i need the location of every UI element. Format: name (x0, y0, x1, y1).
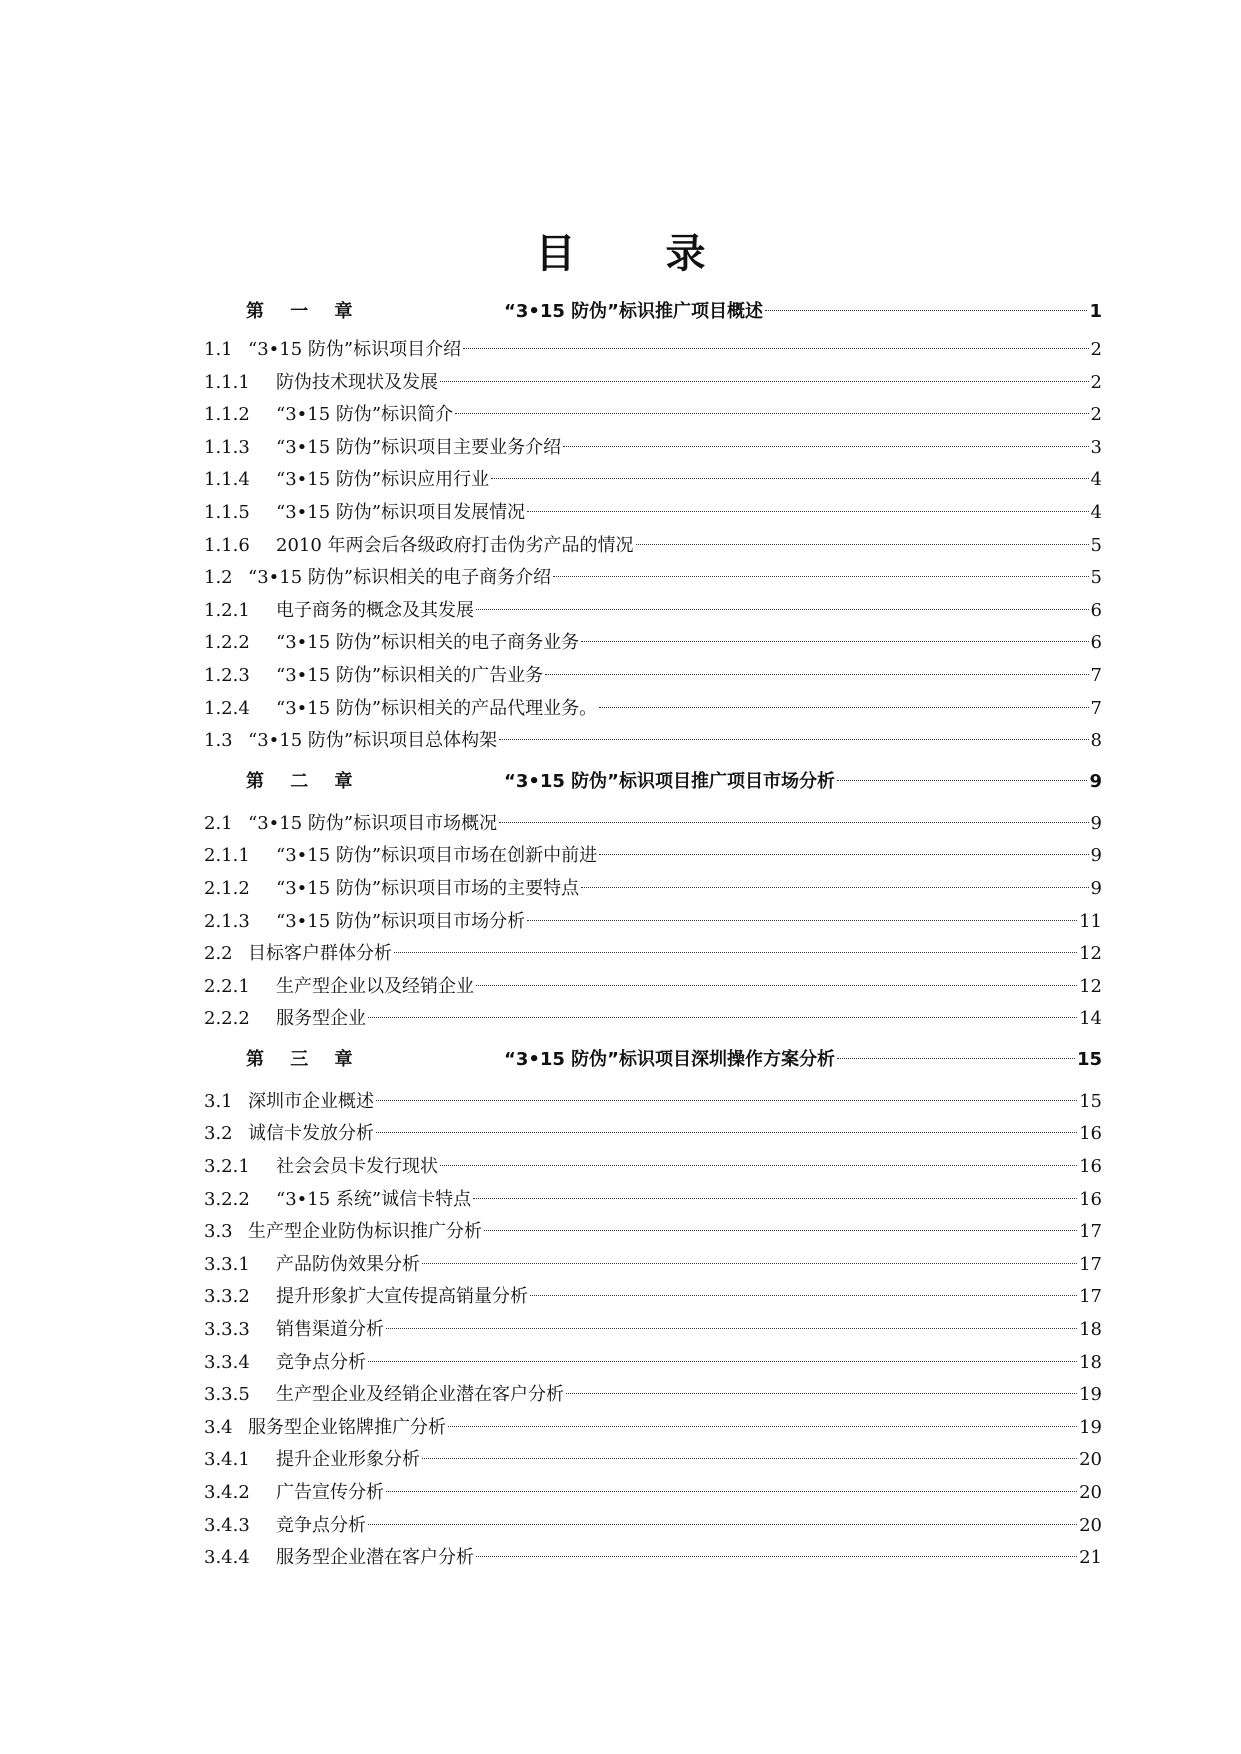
section-title: 社会会员卡发行现状 (276, 1156, 438, 1178)
section-page-number: 19 (1079, 1416, 1102, 1438)
dot-leader (476, 1556, 1077, 1557)
section-number: 2.2.2 (204, 1008, 250, 1030)
section-title: 生产型企业以及经销企业 (276, 975, 474, 997)
chapter-page-number: 1 (1089, 301, 1102, 322)
dot-leader (368, 1361, 1077, 1362)
dot-leader (581, 641, 1088, 642)
dot-leader (422, 1458, 1077, 1459)
section-title: “3•15 系统”诚信卡特点 (276, 1188, 472, 1210)
toc-entry-row[interactable] (204, 1314, 1102, 1347)
section-page-number: 17 (1079, 1286, 1102, 1308)
toc-entry-row[interactable] (204, 1281, 1102, 1314)
toc-entry-row[interactable] (204, 432, 1102, 465)
dot-leader (386, 1491, 1077, 1492)
toc-entry-row[interactable] (204, 693, 1102, 726)
toc-entry-row[interactable] (204, 873, 1102, 906)
section-title: 防伪技术现状及发展 (276, 371, 438, 393)
section-title: 深圳市企业概述 (248, 1090, 374, 1112)
toc-entry-row[interactable] (204, 906, 1102, 939)
section-page-number: 6 (1090, 599, 1102, 621)
dot-leader (636, 544, 1089, 545)
section-number: 1.2.3 (204, 664, 250, 686)
section-number: 3.3.4 (204, 1351, 250, 1373)
toc-entry-row[interactable] (204, 660, 1102, 693)
section-title: “3•15 防伪”标识简介 (276, 404, 454, 426)
dot-leader (499, 739, 1088, 740)
dot-leader (566, 1393, 1077, 1394)
section-number: 2.1 (204, 812, 233, 834)
toc-entry-row[interactable] (204, 1184, 1102, 1217)
chapter-label: 第 一 章 (246, 301, 363, 322)
section-title: “3•15 防伪”标识项目总体构架 (248, 730, 498, 752)
dot-leader (476, 985, 1077, 986)
section-title: 销售渠道分析 (276, 1319, 384, 1341)
section-page-number: 2 (1090, 371, 1102, 393)
section-page-number: 20 (1079, 1449, 1102, 1471)
section-page-number: 18 (1079, 1351, 1102, 1373)
toc-entry-row[interactable] (204, 1086, 1102, 1119)
dot-leader (386, 1328, 1077, 1329)
toc-entry-row[interactable] (204, 1249, 1102, 1282)
section-title: 竞争点分析 (276, 1351, 366, 1373)
table-of-contents (204, 290, 1102, 1575)
dot-leader (440, 381, 1089, 382)
section-page-number: 19 (1079, 1384, 1102, 1406)
section-page-number: 7 (1090, 664, 1102, 686)
toc-entry-row[interactable] (204, 1151, 1102, 1184)
section-title: 服务型企业 (276, 1008, 366, 1030)
section-page-number: 3 (1090, 436, 1102, 458)
section-page-number: 17 (1079, 1221, 1102, 1243)
section-number: 1.1 (204, 339, 233, 360)
dot-leader (491, 478, 1088, 479)
section-number: 3.1 (204, 1090, 233, 1112)
dot-leader (599, 707, 1088, 708)
section-number: 3.4.1 (204, 1449, 250, 1471)
section-page-number: 4 (1090, 501, 1102, 523)
section-number: 3.3.5 (204, 1384, 250, 1406)
dot-leader (476, 609, 1089, 610)
dot-leader (545, 674, 1088, 675)
section-title: “3•15 防伪”标识项目市场在创新中前进 (276, 845, 598, 867)
section-page-number: 9 (1090, 877, 1102, 899)
section-page-number: 17 (1079, 1253, 1102, 1275)
section-number: 3.2 (204, 1123, 233, 1145)
toc-entry-row[interactable] (204, 497, 1102, 530)
section-title: “3•15 防伪”标识应用行业 (276, 469, 490, 491)
section-page-number: 6 (1090, 632, 1102, 654)
section-page-number: 12 (1079, 975, 1102, 997)
section-title: “3•15 防伪”标识项目发展情况 (276, 501, 526, 523)
section-title: “3•15 防伪”标识项目市场的主要特点 (276, 877, 580, 899)
dot-leader (473, 1198, 1077, 1199)
toc-chapter-row[interactable] (204, 760, 1102, 804)
section-page-number: 7 (1090, 697, 1102, 719)
toc-entry-row[interactable] (204, 1477, 1102, 1510)
section-title: 电子商务的概念及其发展 (276, 599, 474, 621)
toc-entry-row[interactable] (204, 334, 1102, 367)
dot-leader (394, 952, 1077, 953)
toc-entry-row[interactable] (204, 562, 1102, 595)
chapter-title: “3•15 防伪”标识推广项目概述 (504, 301, 764, 322)
toc-entry-row[interactable] (204, 1216, 1102, 1249)
section-page-number: 12 (1079, 943, 1102, 965)
section-title: 广告宣传分析 (276, 1482, 384, 1503)
section-number: 3.4.3 (204, 1514, 250, 1536)
section-page-number: 11 (1079, 910, 1102, 932)
section-number: 1.1.2 (204, 404, 250, 426)
chapter-page-number: 9 (1089, 770, 1102, 792)
section-page-number: 20 (1079, 1482, 1102, 1503)
dot-leader (837, 1058, 1075, 1059)
dot-leader (484, 1230, 1077, 1231)
dot-leader (455, 413, 1088, 414)
dot-leader (440, 1165, 1077, 1166)
section-page-number: 9 (1090, 812, 1102, 834)
dot-leader (530, 1295, 1077, 1296)
section-number: 1.2 (204, 567, 233, 589)
section-title: 生产型企业防伪标识推广分析 (248, 1221, 482, 1243)
section-title: “3•15 防伪”标识相关的电子商务介绍 (248, 567, 552, 589)
toc-entry-row[interactable] (204, 1379, 1102, 1412)
section-number: 3.2.1 (204, 1156, 250, 1178)
section-number: 2.1.3 (204, 910, 250, 932)
toc-entry-row[interactable] (204, 1542, 1102, 1575)
chapter-title: “3•15 防伪”标识项目推广项目市场分析 (504, 770, 836, 792)
section-number: 3.3 (204, 1221, 233, 1243)
toc-entry-row[interactable] (204, 808, 1102, 841)
section-number: 2.1.1 (204, 845, 250, 867)
dot-leader (463, 348, 1088, 349)
toc-chapter-row[interactable] (204, 290, 1102, 334)
section-title: 产品防伪效果分析 (276, 1253, 420, 1275)
chapter-label: 第 二 章 (246, 770, 363, 792)
dot-leader (368, 1524, 1077, 1525)
toc-entry-row[interactable] (204, 1510, 1102, 1543)
section-number: 3.4.4 (204, 1547, 250, 1569)
section-page-number: 16 (1079, 1123, 1102, 1145)
section-number: 2.2 (204, 943, 233, 965)
section-page-number: 15 (1079, 1090, 1102, 1112)
chapter-label: 第 三 章 (246, 1048, 363, 1070)
section-page-number: 2 (1090, 404, 1102, 426)
section-number: 3.3.2 (204, 1286, 250, 1308)
section-page-number: 16 (1079, 1188, 1102, 1210)
dot-leader (376, 1132, 1077, 1133)
section-title: 目标客户群体分析 (248, 943, 392, 965)
toc-entry-row[interactable] (204, 938, 1102, 971)
toc-entry-row[interactable] (204, 464, 1102, 497)
section-page-number: 9 (1090, 845, 1102, 867)
chapter-title: “3•15 防伪”标识项目深圳操作方案分析 (504, 1048, 836, 1070)
section-page-number: 4 (1090, 469, 1102, 491)
section-title: “3•15 防伪”标识相关的产品代理业务。 (276, 697, 598, 719)
section-number: 1.2.4 (204, 697, 250, 719)
toc-entry-row[interactable] (204, 725, 1102, 758)
dot-leader (765, 310, 1087, 311)
section-page-number: 5 (1090, 567, 1102, 589)
toc-entry-row[interactable] (204, 971, 1102, 1004)
section-number: 1.1.3 (204, 436, 250, 458)
chapter-title-line (504, 290, 1102, 334)
dot-leader (553, 576, 1088, 577)
toc-entry-row[interactable] (204, 1003, 1102, 1036)
section-number: 2.1.2 (204, 877, 250, 899)
dot-leader (376, 1100, 1077, 1101)
section-title: 服务型企业潜在客户分析 (276, 1547, 474, 1569)
section-page-number: 18 (1079, 1319, 1102, 1341)
section-number: 1.1.4 (204, 469, 250, 491)
section-title: “3•15 防伪”标识项目市场分析 (276, 910, 526, 932)
section-number: 1.2.1 (204, 599, 250, 621)
toc-chapter-row[interactable] (204, 1038, 1102, 1082)
section-number: 1.3 (204, 730, 233, 752)
section-title: 提升形象扩大宣传提高销量分析 (276, 1286, 528, 1308)
toc-entry-row[interactable] (204, 1118, 1102, 1151)
dot-leader (581, 887, 1088, 888)
section-title: “3•15 防伪”标识项目介绍 (248, 339, 462, 360)
dot-leader (599, 854, 1088, 855)
chapter-title-line (504, 1038, 1102, 1082)
section-number: 1.1.5 (204, 501, 250, 523)
section-number: 3.3.3 (204, 1319, 250, 1341)
section-page-number: 5 (1090, 534, 1102, 556)
section-page-number: 2 (1090, 339, 1102, 360)
section-number: 3.4.2 (204, 1482, 250, 1503)
chapter-page-number: 15 (1076, 1048, 1102, 1070)
toc-entry-row[interactable] (204, 399, 1102, 432)
section-number: 3.3.1 (204, 1253, 250, 1275)
section-title: 生产型企业及经销企业潜在客户分析 (276, 1384, 564, 1406)
dot-leader (527, 511, 1088, 512)
section-page-number: 21 (1079, 1547, 1102, 1569)
section-number: 2.2.1 (204, 975, 250, 997)
section-page-number: 8 (1090, 730, 1102, 752)
toc-entry-row[interactable] (204, 840, 1102, 873)
section-page-number: 16 (1079, 1156, 1102, 1178)
section-number: 1.2.2 (204, 632, 250, 654)
section-page-number: 20 (1079, 1514, 1102, 1536)
section-title: 诚信卡发放分析 (248, 1123, 374, 1145)
section-title: 2010 年两会后各级政府打击伪劣产品的情况 (276, 534, 634, 556)
section-number: 1.1.6 (204, 534, 250, 556)
page-title: 目 录 (535, 231, 744, 277)
toc-entry-row[interactable] (204, 1444, 1102, 1477)
toc-entry-row[interactable] (204, 1347, 1102, 1380)
section-title: 服务型企业铭牌推广分析 (248, 1416, 446, 1438)
toc-entry-row[interactable] (204, 530, 1102, 563)
section-title: “3•15 防伪”标识项目主要业务介绍 (276, 436, 562, 458)
section-title: “3•15 防伪”标识项目市场概况 (248, 812, 498, 834)
section-title: 提升企业形象分析 (276, 1449, 420, 1471)
toc-entry-row[interactable] (204, 595, 1102, 628)
dot-leader (448, 1426, 1077, 1427)
section-title: “3•15 防伪”标识相关的广告业务 (276, 664, 544, 686)
dot-leader (837, 780, 1087, 781)
dot-leader (499, 822, 1088, 823)
dot-leader (527, 920, 1077, 921)
dot-leader (368, 1017, 1077, 1018)
section-page-number: 14 (1079, 1008, 1102, 1030)
chapter-title-line (504, 760, 1102, 804)
section-number: 1.1.1 (204, 371, 250, 393)
dot-leader (563, 446, 1088, 447)
section-title: “3•15 防伪”标识相关的电子商务业务 (276, 632, 580, 654)
section-number: 3.4 (204, 1416, 233, 1438)
toc-entry-row[interactable] (204, 367, 1102, 400)
dot-leader (422, 1263, 1077, 1264)
toc-entry-row[interactable] (204, 1412, 1102, 1445)
toc-entry-row[interactable] (204, 627, 1102, 660)
section-title: 竞争点分析 (276, 1514, 366, 1536)
section-number: 3.2.2 (204, 1188, 250, 1210)
